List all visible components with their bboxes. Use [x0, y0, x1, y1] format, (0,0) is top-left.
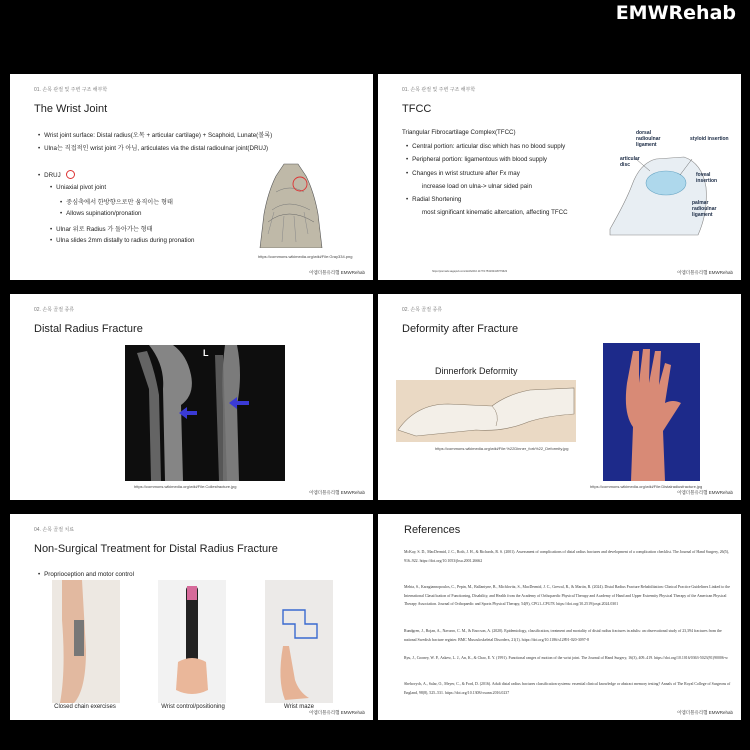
sketch-title: Dinnerfork Deformity [435, 366, 518, 376]
subtitle: Triangular Fibrocartilage Complex(TFCC) [402, 129, 516, 136]
caption-closed-chain: Closed chain exercises [54, 704, 116, 710]
image-source: https://journals.sagepub.com/doi/full/10.1177/1753193418779623 [432, 270, 508, 273]
dinnerfork-sketch [396, 380, 576, 442]
slide-footer: 이엠더블유리햅 EMWRehab [677, 710, 733, 715]
bullet: • Uniaxial pivot joint [50, 184, 106, 191]
xray-drawing [125, 345, 285, 481]
slide-title: References [404, 524, 461, 536]
label-styloid: styloid insertion [690, 136, 729, 142]
bullet: • Ulna는 직접적인 wrist joint 가 아님, articulates via the distal radioulnar joint(DRUJ) [38, 143, 268, 152]
bullet: • Wrist joint surface: Distal radius(오목 + articular cartilage) + Scaphoid, Lunate(볼록) [38, 130, 272, 139]
slide-footer: 이엠더블유리햅 EMWRehab [309, 270, 365, 275]
bullet-druj: • DRUJ [38, 170, 75, 179]
slide-title: Non-Surgical Treatment for Distal Radius Fracture [34, 543, 278, 555]
bullet-continued: most significant kinematic altercation, affecting TFCC [422, 209, 568, 216]
wrist-photo [603, 343, 700, 481]
red-circle-icon [66, 170, 75, 179]
wrist-control-drawing [158, 580, 226, 703]
xray-image [125, 345, 285, 481]
section-label: 01. 손목 관절 및 주변 구조 해부학 [34, 87, 108, 93]
closed-chain-drawing [52, 580, 120, 703]
slide-deformity [378, 294, 741, 500]
slide-title: The Wrist Joint [34, 103, 108, 115]
reference-item: Rundgren, J., Bojan, A., Navarro, C. M., & Enocson, A. (2020). Epidemiology, classification, treatment and mortality of distal radius fractures in adults: an observational study of 23,394 fractures from the national Swedish fracture register. BMC Musculoskeletal Disorders, 21(1). https://doi.org/10.1186/s12891-020-3097-8 [404, 629, 722, 642]
bullet: • Central portion: articular disc which has no blood supply [406, 143, 565, 150]
bullet: • Changes in wrist structure after Fx may [406, 170, 520, 177]
image-source: https://commons.wikimedia.org/wiki/File:Collesfracture.jpg [134, 484, 237, 489]
bullet-continued: increase load on ulna-> ulnar sided pain [422, 183, 532, 190]
slide-footer: 이엠더블유리햅 EMWRehab [677, 490, 733, 495]
slide-distal-radius-fracture [10, 294, 373, 500]
slide-title: TFCC [402, 103, 432, 115]
brand-logo: EMWRehab [615, 2, 736, 24]
reference-item: McKay, S. D., MacDermid, J. C., Roth, J. H., & Richards, R. S. (2001). Assessment of complications of distal radius fractures and development of a complication checklist. The Journal of Hand Surgery, 26(5), 916–922. https://doi.org/10.1053/jhsu.2001.26662 [404, 550, 730, 563]
reference-item: Shehovych, A., Salar, O., Meyer, C., & Ford, D. (2016). Adult distal radius fractures classification systems: essential clinical knowledge or abstract memory testing? Annals of The Royal College of Surgeons of England, 98(8), 525–531. https://doi.org/10.1308/rcsann.2016.0237 [404, 682, 731, 695]
slide-footer: 이엠더블유리햅 EMWRehab [309, 490, 365, 495]
section-label: 02. 손목 골절 종류 [402, 307, 443, 313]
bullet: • Ulnar 위로 Radius 가 돌아가는 형태 [50, 224, 153, 233]
slide-title: Distal Radius Fracture [34, 323, 143, 335]
bullet: • Ulna slides 2mm distally to radius during pronation [50, 237, 194, 244]
section-label: 02. 손목 골절 종류 [34, 307, 75, 313]
slide-non-surgical [10, 514, 373, 720]
bullet: • Proprioception and motor control [38, 571, 134, 578]
section-label: 04. 손목 골절 치료 [34, 527, 75, 533]
caption-wrist-control: Wrist control/positioning [161, 704, 225, 710]
bullet: • 중심축에서 한방향으로만 움직이는 형태 [60, 197, 173, 206]
wrist-maze-drawing [265, 580, 333, 703]
caption-wrist-maze: Wrist maze [284, 704, 314, 710]
photo-wrist-maze [265, 580, 333, 703]
label-articular-disc: articular disc [620, 156, 640, 168]
slide-footer: 이엠더블유리햅 EMWRehab [677, 270, 733, 275]
slide-references [378, 514, 741, 720]
wrist-photo-drawing [603, 343, 700, 481]
label-dorsal-ligament: dorsal radioulnar ligament [636, 130, 661, 148]
reference-item: Mehta, S., Karagiannopoulos, C., Pepin, M., Ballantyne, B., Michlovitz, S., MacDermid, J. C., Grewal, R., & Martin, R. (2024). Distal Radius Fracture Rehabilitation: Clinical Practice Guidelines Linked to the International Classification of Functioning, Disability, and Health from the Academy of Orthopaedic Physical Therapy and Academy of Hand and Upper Extremity Physical Therapy of the American Physical Therapy Association. Journal of Orthopaedic and Sports Physical Therapy, 54(9), CPG1–CPG78. https://doi.org/10.2519/jospt.2024.0301 [404, 585, 731, 607]
photo-closed-chain [52, 580, 120, 703]
slide-wrist-joint [10, 74, 373, 280]
bullet: • Radial Shortening [406, 196, 461, 203]
xray-side-marker: L [203, 348, 209, 358]
bullet: • Peripheral portion: ligamentous with blood supply [406, 156, 547, 163]
label-palmar-ligament: palmar radioulnar ligament [692, 200, 717, 218]
wrist-anatomy-illustration [238, 162, 342, 248]
reference-item: Ryu, J., Cooney, W. P., Askew, L. J., An, K., & Chao, E. Y. (1991). Functional ranges of motion of the wrist joint. The Journal of Hand Surgery, 16(3), 409–419. https://doi.org/10.1016/0363-5023(91)90006-w [404, 656, 728, 660]
image-source: https://commons.wikimedia.org/wiki/File:%22Dinner_fork%22_Deformity.jpg [435, 446, 569, 451]
photo-wrist-control [158, 580, 226, 703]
bullet: • Allows supination/pronation [60, 210, 142, 217]
image-source: https://commons.wikimedia.org/wiki/File:Distalradiusfracture.jpg [590, 484, 703, 489]
image-source: https://commons.wikimedia.org/wiki/File:Gray334.png [258, 254, 353, 259]
slide-footer: 이엠더블유리햅 EMWRehab [309, 710, 365, 715]
label-foveal: foveal insertion [696, 172, 718, 184]
section-label: 01. 손목 관절 및 주변 구조 해부학 [402, 87, 476, 93]
slide-tfcc [378, 74, 741, 280]
slide-title: Deformity after Fracture [402, 323, 519, 335]
